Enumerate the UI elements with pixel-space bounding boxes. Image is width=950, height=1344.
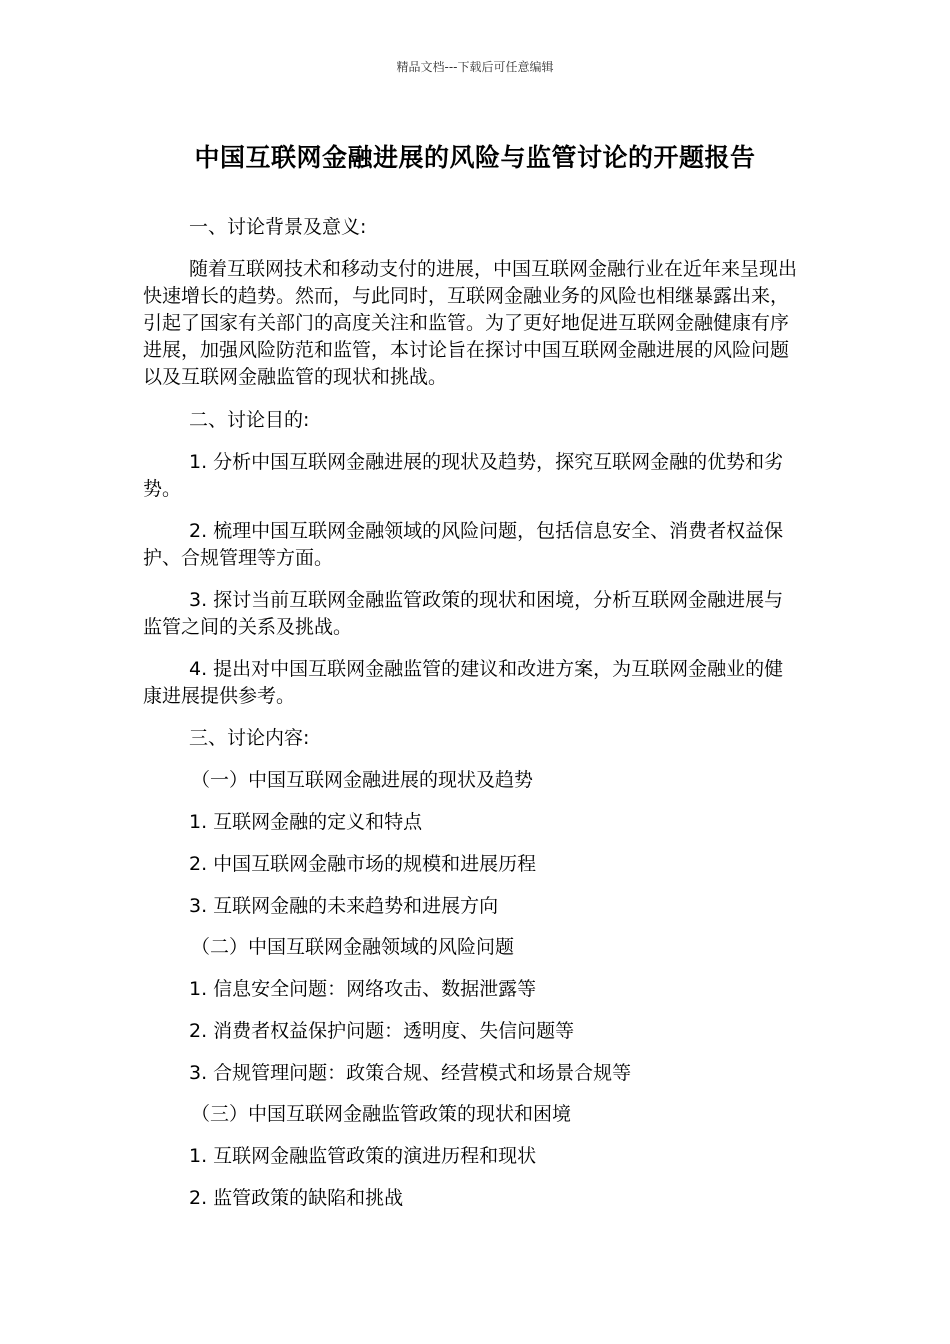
subsection-heading: （一）中国互联网金融进展的现状及趋势 xyxy=(191,769,534,791)
purpose-item: 4. 提出对中国互联网金融监管的建议和改进方案，为互联网金融业的健康进展提供参考。 xyxy=(143,658,784,707)
subsection-heading: （二）中国互联网金融领域的风险问题 xyxy=(191,936,515,958)
subsection-heading: （三）中国互联网金融监管政策的现状和困境 xyxy=(191,1103,572,1125)
content-list-item: 3. 互联网金融的未来趋势和进展方向 xyxy=(189,895,499,917)
section-heading-background: 一、讨论背景及意义: xyxy=(189,216,367,238)
section-heading-content: 三、讨论内容: xyxy=(189,727,310,749)
purpose-item: 1. 分析中国互联网金融进展的现状及趋势，探究互联网金融的优势和劣势。 xyxy=(143,451,784,500)
content-list-item: 3. 合规管理问题：政策合规、经营模式和场景合规等 xyxy=(189,1062,632,1084)
purpose-item: 2. 梳理中国互联网金融领域的风险问题，包括信息安全、消费者权益保护、合规管理等方面。 xyxy=(143,520,784,569)
purpose-item: 3. 探讨当前互联网金融监管政策的现状和困境，分析互联网金融进展与监管之间的关系及挑战。 xyxy=(143,589,784,638)
content-list-item: 1. 互联网金融监管政策的演进历程和现状 xyxy=(189,1145,537,1167)
content-list-item: 1. 信息安全问题：网络攻击、数据泄露等 xyxy=(189,978,537,1000)
content-list-item: 2. 中国互联网金融市场的规模和进展历程 xyxy=(189,853,537,875)
document-title: 中国互联网金融进展的风险与监管讨论的开题报告 xyxy=(194,143,756,172)
section-heading-purpose: 二、讨论目的: xyxy=(189,409,310,431)
content-list-item: 2. 消费者权益保护问题：透明度、失信问题等 xyxy=(189,1020,575,1042)
content-list-item: 1. 互联网金融的定义和特点 xyxy=(189,811,423,833)
content-list-item: 2. 监管政策的缺陷和挑战 xyxy=(189,1187,404,1209)
background-paragraph: 随着互联网技术和移动支付的进展，中国互联网金融行业在近年来呈现出快速增长的趋势。然而，与此同时，互联网金融业务的风险也相继暴露出来，引起了国家有关部门的高度关注和监管。为了更好地促进互联网金融健康有序进展，加强风险防范和监管，本讨论旨在探讨中国互联网金融进展的风险问题以及互联网金融监管的现状和挑战。 xyxy=(143,258,798,388)
header-note: 精品文档---下载后可任意编辑 xyxy=(396,60,554,74)
